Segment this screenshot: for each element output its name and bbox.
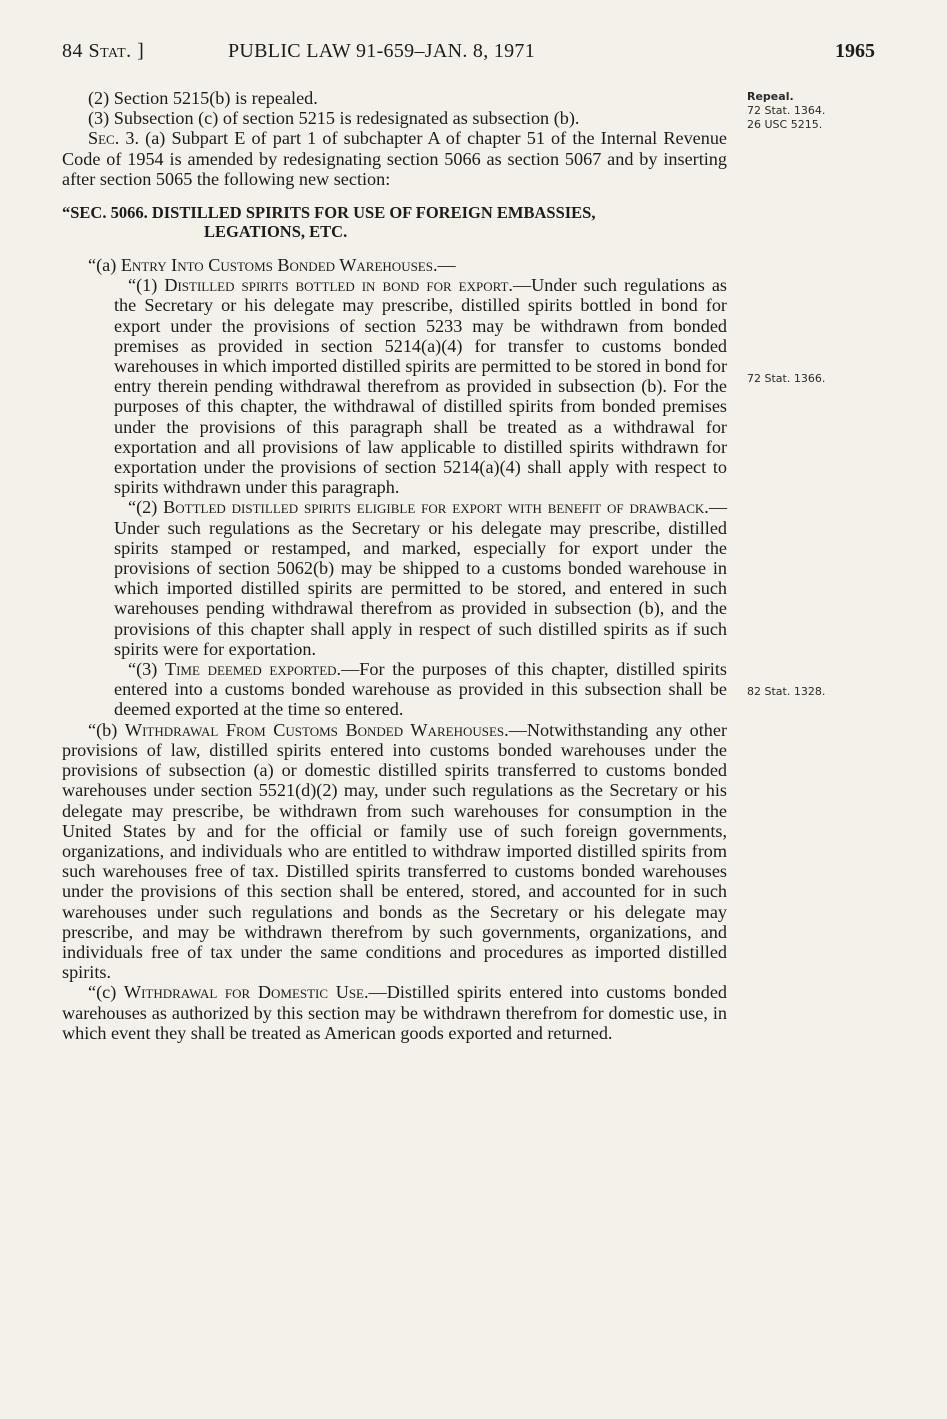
subsection-c: “(c) Withdrawal for Domestic Use.—Distilled spirits entered into customs bonded warehouses as authorized by this section may be withdrawn therefrom for domestic use, in which event they shall be treated as American goods exported and returned. bbox=[62, 982, 727, 1043]
subsection-b: “(b) Withdrawal From Customs Bonded Warehouses.—Notwithstanding any other provisions of law, distilled spirits entered into customs bonded warehouses under the provisions of subsection (a) or domestic distilled spirits transferred to customs bonded warehouses under section 5521(d)(2) may, under such regulations as the Secretary or his delegate may prescribe, be withdrawn from such warehouses for consumption in the United States by and for the official or family use of such foreign governments, organizations, and individuals who are entitled to withdraw imported distilled spirits from such warehouses free of tax. Distilled spirits transferred to customs bonded warehouses under the provisions of this section shall be entered, stored, and accounted for in such warehouses under such regulations and bonds as the Secretary or his delegate may prescribe, and may be withdrawn therefrom by such governments, organizations, and individuals free of tax under the same conditions and procedures as imported distilled spirits. bbox=[62, 719, 727, 983]
margin-note-cite: 72 Stat. 1364. bbox=[747, 104, 826, 117]
law-title: PUBLIC LAW 91-659–JAN. 8, 1971 bbox=[228, 40, 536, 62]
body-text bbox=[62, 88, 727, 1043]
paragraph-a2: “(2) Bottled distilled spirits eligible for export with benefit of drawback.—Under such regulations as the Secretary or his delegate may prescribe, distilled spirits stamped or restamped, and marked, especially for export under the provisions of section 5062(b) may be shipped to a customs bonded warehouse in which imported distilled spirits are permitted to be stored, and entered in such warehouses pending withdrawal therefrom as provided in subsection (b), and the provisions of this chapter shall apply in respect of such distilled spirits as if such spirits were for exportation. bbox=[114, 497, 727, 659]
section-heading: “SEC. 5066. DISTILLED SPIRITS FOR USE OF FOREIGN EMBASSIES, LEGATIONS, ETC. bbox=[62, 203, 596, 242]
paragraph: (3) Subsection (c) of section 5215 is redesignated as subsection (b). bbox=[88, 108, 580, 129]
paragraph-a1: “(1) Distilled spirits bottled in bond for export.—Under such regulations as the Secretary or his delegate may prescribe, distilled spirits bottled in bond for export under the provisions of section 5233 may be withdrawn from bonded premises as provided in section 5214(a)(4) for transfer to customs bonded warehouses in which imported distilled spirits are permitted to be stored in bond for entry therein pending withdrawal therefrom as provided in subsection (b). For the purposes of this chapter, the withdrawal of distilled spirits from bonded premises under the provisions of this paragraph shall be treated as a withdrawal for exportation and all provisions of law applicable to distilled spirits withdrawn for exportation under the provisions of section 5214(a)(4) shall apply with respect to spirits withdrawn under this paragraph. bbox=[114, 275, 727, 498]
subsection-a: “(a) Entry Into Customs Bonded Warehouses.— bbox=[88, 255, 456, 276]
margin-note-cite: 72 Stat. 1366. bbox=[747, 372, 826, 385]
page-number: 1965 bbox=[835, 40, 875, 62]
paragraph: Sec. 3. (a) Subpart E of part 1 of subchapter A of chapter 51 of the Internal Revenue Code of 1954 is amended by redesignating section 5066 as section 5067 and by inserting after section 5065 the following new section: bbox=[62, 128, 727, 189]
statute-volume: 84 Stat. ] bbox=[62, 40, 145, 62]
margin-note-cite: 26 USC 5215. bbox=[747, 118, 823, 131]
paragraph: (2) Section 5215(b) is repealed. bbox=[88, 88, 318, 108]
paragraph-a3: “(3) Time deemed exported.—For the purposes of this chapter, distilled spirits entered into a customs bonded warehouse as provided in this subsection shall be deemed exported at the time so entered. bbox=[114, 659, 727, 720]
running-header bbox=[62, 40, 875, 70]
margin-note-repeal: Repeal. bbox=[747, 90, 794, 103]
margin-note-cite: 82 Stat. 1328. bbox=[747, 685, 826, 698]
